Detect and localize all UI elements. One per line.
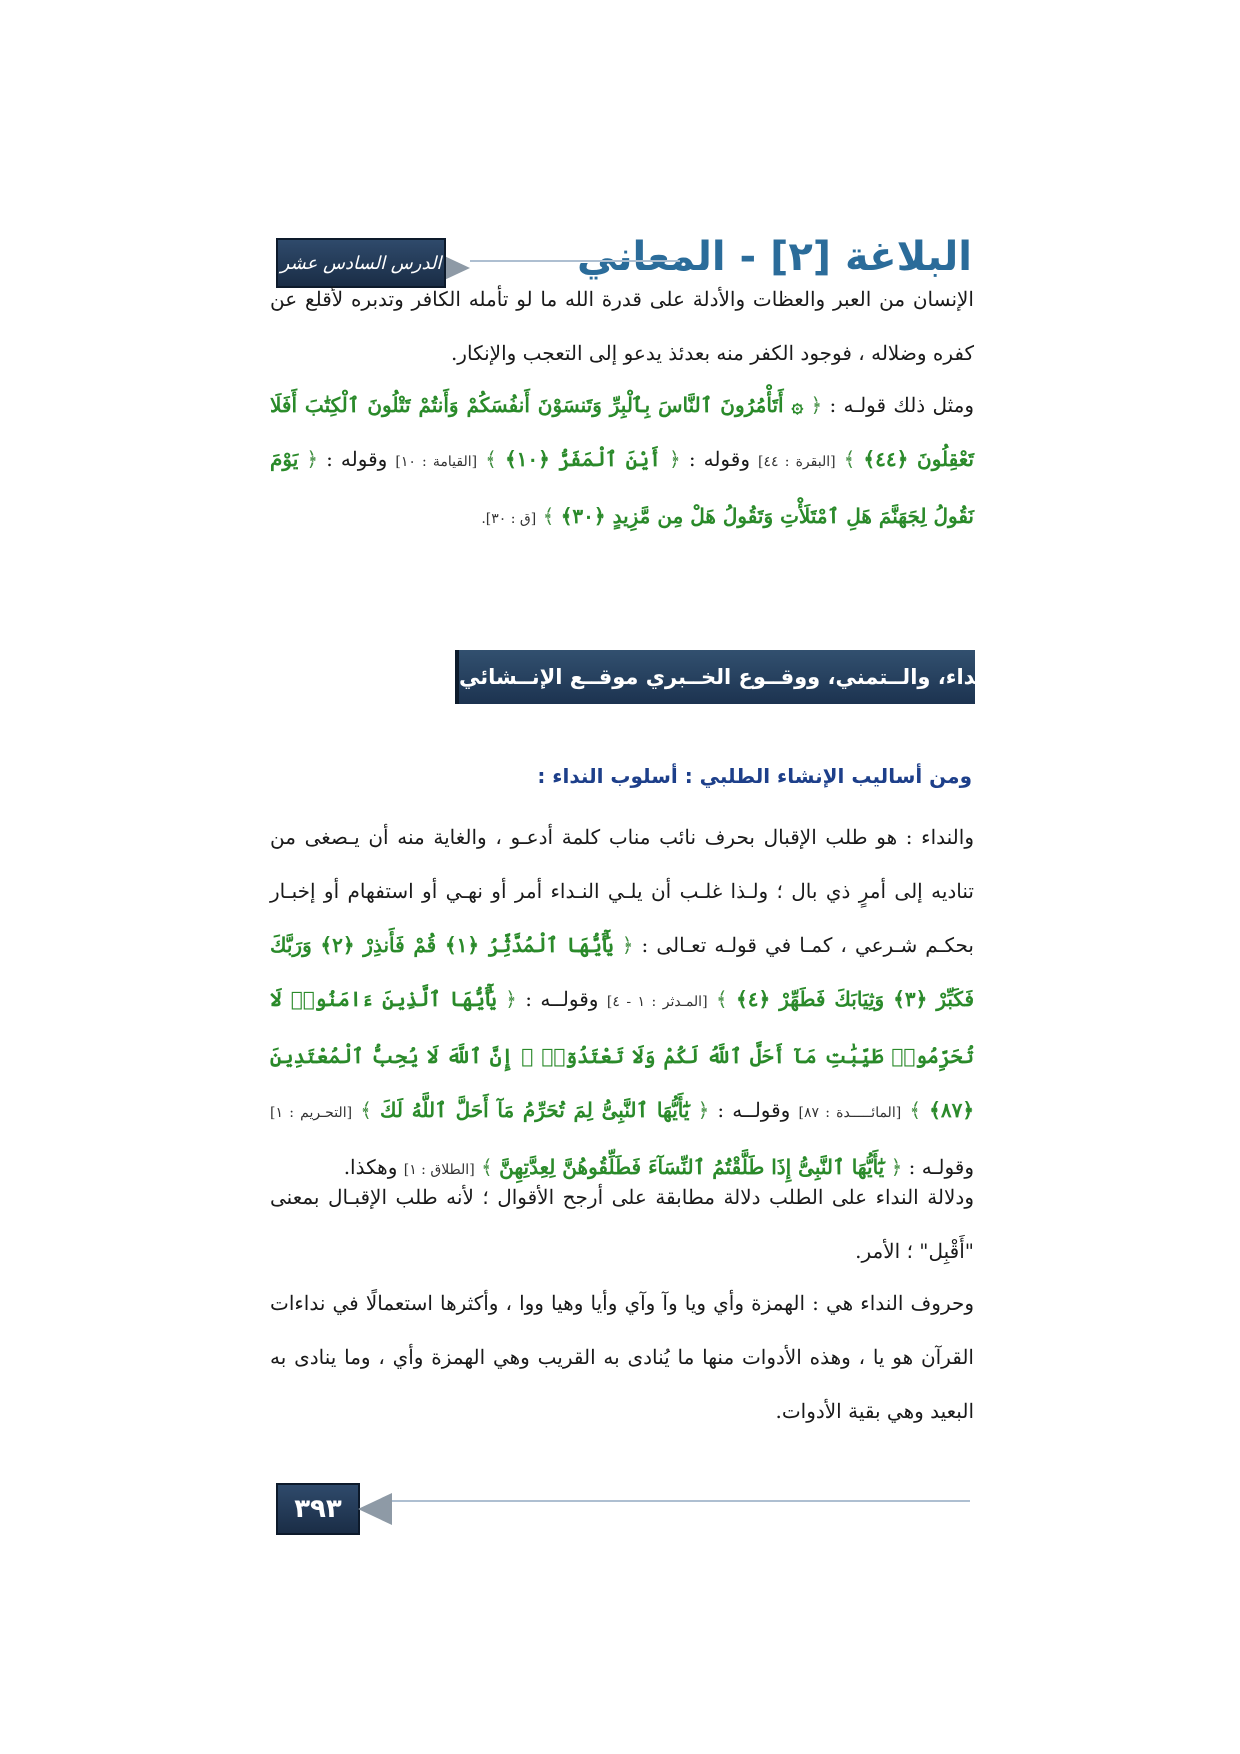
nida-close-quote-1: ﴾ [715, 987, 728, 1011]
ref-baqara-44: [البقرة : ٤٤] [758, 454, 836, 470]
open-quote-2: ﴿ [669, 447, 681, 471]
ref-muddaththir: [المـدثر : ١ - ٤] [606, 994, 708, 1010]
and-says-1: وقوله : [688, 447, 750, 471]
close-quote-3: ﴾ [542, 504, 555, 528]
verse-muddaththir: يَٰٓأَيُّهَا ٱلْمُدَّثِّرُ ﴿١﴾ قُمْ فَأَنذِرْ ﴿٢﴾ وَرَبَّكَ فَكَبِّرْ ﴿٣﴾ وَثِيَابَكَ فَطَهِّرْ ﴿٤﴾ [270, 933, 975, 1011]
verse-maida-87: يَٰٓأَيُّهَا ٱلَّذِينَ ءَامَنُوا۟ لَا تُحَرِّمُوا۟ طَيِّبَٰتِ مَآ أَحَلَّ ٱللَّهُ لَكُمْ وَلَا تَعْتَدُوٓا۟ ۚ إِنَّ ٱللَّهَ لَا يُحِبُّ ٱلْمُعْتَدِينَ ﴿٨٧﴾ [270, 987, 975, 1122]
header-rule [470, 260, 680, 262]
nida-definition-paragraph [270, 810, 974, 1197]
close-quote-2: ﴾ [485, 447, 497, 471]
verse-tahrim-1: يَٰٓأَيُّهَا ٱلنَّبِىُّ لِمَ تُحَرِّمُ مَآ أَحَلَّ ٱللَّهُ لَكَ [380, 1098, 690, 1122]
huruf-paragraph: وحروف النداء هي : الهمزة وأي ويا وآ وآي وأيا وهيا ووا ، وأكثرها استعمالًا في نداءات القرآن هو يا ، وهذه الأدوات منها ما يُنادى به القريب وهي الهمزة وأي ، وما ينادى به البعيد وهي بقية الأدوات. [270, 1291, 974, 1423]
nida-text: والنداء : هو طلب الإقبال بحرف نائب مناب كلمة أدعـو ، والغاية منه أن يـصغى من تناديه إلى أمرٍ ذي بال ؛ ولـذا غلـب أن يلـي النـداء أمر أو نهـي أو استفهام أو إخبـار بحكـم شـرعي ، كمـا في قولـه تعـالى : [270, 825, 974, 957]
nida-close-quote-3: ﴾ [360, 1098, 372, 1122]
book-title: البلاغة [٢] - المعاني [576, 234, 972, 280]
subheading-nida: ومن أساليب الإنشاء الطلبي : أسلوب النداء : [537, 764, 972, 788]
lesson-badge: الدرس السادس عشر [276, 238, 446, 288]
and-says-2: وقوله : [326, 447, 388, 471]
nida-and-says-2: وقولــه : [717, 1098, 791, 1122]
close-quote-1: ﴾ [843, 447, 856, 471]
page-number: ٣٩٣ [276, 1483, 360, 1535]
example-lead: ومثل ذلك قولـه : [829, 393, 975, 417]
ref-qaf-30: [ق : ٣٠]. [481, 511, 537, 527]
open-quote-3: ﴿ [306, 447, 319, 471]
footer-rule [392, 1500, 970, 1502]
nida-close-quote-4: ﴾ [481, 1155, 493, 1179]
verse-talaq-1: يَٰٓأَيُّهَا ٱلنَّبِىُّ إِذَا طَلَّقْتُمُ ٱلنِّسَآءَ فَطَلِّقُوهُنَّ لِعِدَّتِهِنَّ [499, 1155, 885, 1179]
ref-qiyama-10: [القيامة : ١٠] [395, 454, 478, 470]
nida-and-says-1: وقولــه : [525, 987, 599, 1011]
open-quote-1: ﴿ [810, 393, 823, 417]
intro-paragraph: الإنسان من العبر والعظات والأدلة على قدرة الله ما لو تأمله الكافر وتدبره لأقلع عن كفره وضلاله ، فوجود الكفر منه بعدئذ يدعو إلى التعجب والإنكار. [270, 287, 974, 365]
nida-close-quote-2: ﴾ [909, 1098, 922, 1122]
ref-maida-87: [المائـــــدة : ٨٧] [798, 1105, 902, 1121]
nida-open-quote-2: ﴿ [505, 987, 517, 1011]
section-banner: أسـلوب: النــداء، والــتمني، ووقــوع الخــبري موقــع الإنــشائي [455, 650, 975, 704]
nida-open-quote-4: ﴿ [890, 1155, 903, 1179]
verse-qaf-30: يَوْمَ نَقُولُ لِجَهَنَّمَ هَلِ ٱمْتَلَأْتِ وَتَقُولُ هَلْ مِن مَّزِيدٍ ﴿٣٠﴾ [270, 447, 974, 528]
verse-baqara-44: ۞ أَتَأْمُرُونَ ٱلنَّاسَ بِٱلْبِرِّ وَتَنسَوْنَ أَنفُسَكُمْ وَأَنتُمْ تَتْلُونَ ٱلْكِتَٰبَ أَفَلَا تَعْقِلُونَ ﴿٤٤﴾ [270, 393, 974, 471]
nida-end: وهكذا. [343, 1155, 398, 1179]
ref-talaq-1: [الطلاق : ١] [403, 1162, 475, 1178]
nida-open-quote-3: ﴿ [697, 1098, 710, 1122]
nida-and-says-3: وقولـه : [908, 1155, 974, 1179]
intro-examples-paragraph [270, 378, 974, 546]
ref-tahrim-1: [التحـريم : ١] [270, 1105, 353, 1121]
footer-wedge [358, 1493, 392, 1525]
dalala-paragraph: ودلالة النداء على الطلب دلالة مطابقة على أرجح الأقوال ؛ لأنه طلب الإقبـال بمعنى "أَقْبِل" ؛ الأمر. [270, 1185, 974, 1263]
verse-qiyama-10: أَيْنَ ٱلْمَفَرُّ ﴿١٠﴾ [504, 447, 661, 471]
nida-open-quote-1: ﴿ [621, 933, 634, 957]
